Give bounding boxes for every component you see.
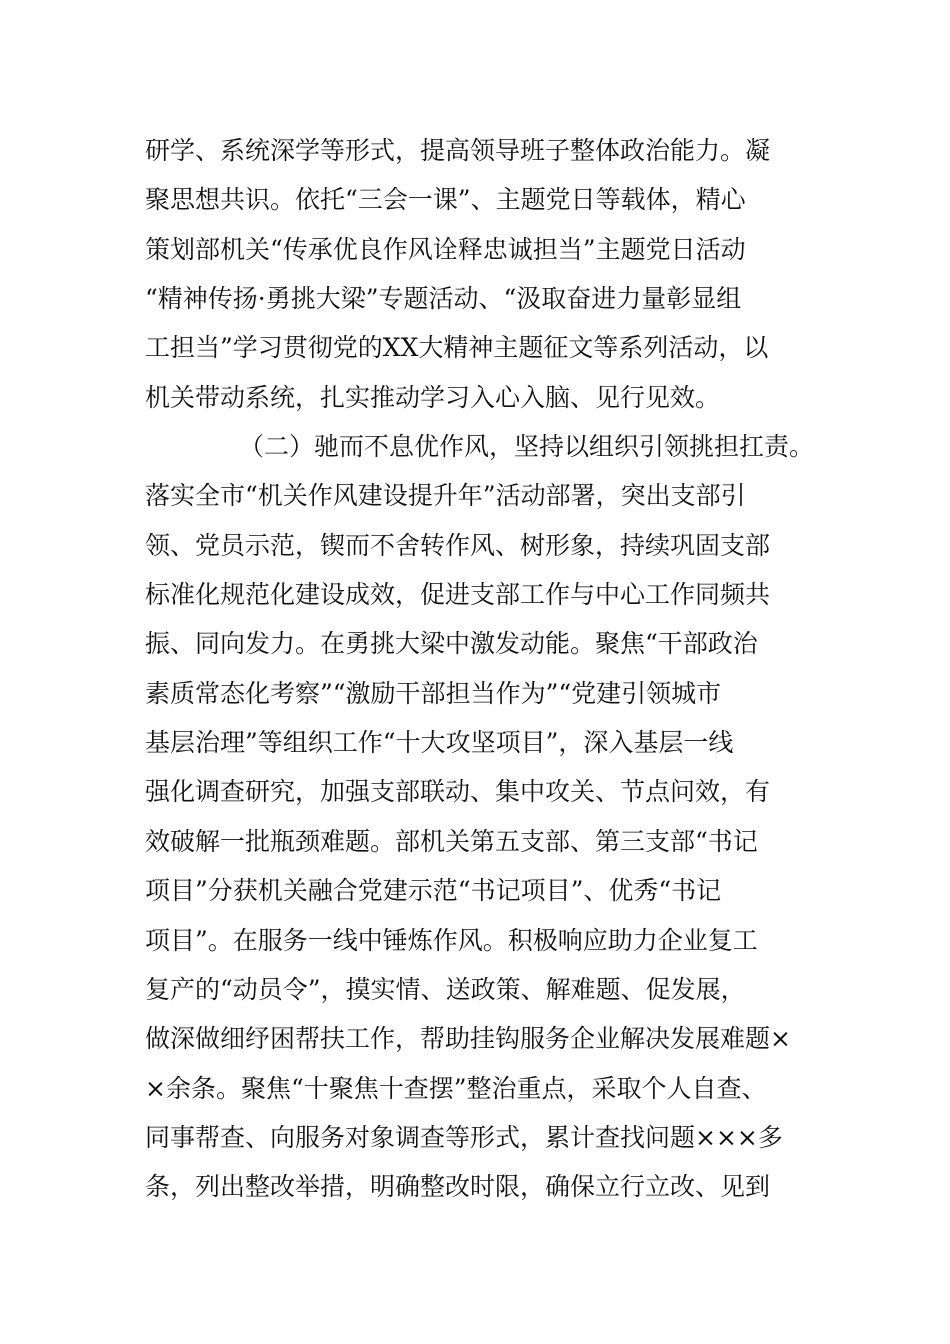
text-line: 做深做细纾困帮扶工作，帮助挂钩服务企业解决发展难题× [145,1024,791,1054]
text-line: 机关带动系统，扎实推动学习入心入脑、见行见效。 [145,382,721,412]
text-line: 项目”。在服务一线中锤炼作风。积极响应助力企业复工 [145,925,758,955]
text-line: 素质常态化考察”“激励干部担当作为”“党建引领城市 [145,678,722,708]
text-line: 策划部机关“传承优良作风诠释忠诚担当”主题党日活动 [145,234,746,264]
text-line: “精神传扬·勇挑大梁”专题活动、“汲取奋进力量彰显组 [145,284,742,314]
text-line: 研学、系统深学等形式，提高领导班子整体政治能力。凝 [145,136,771,165]
text-line: 效破解一批瓶颈难题。部机关第五支部、第三支部“书记 [145,826,758,856]
text-line: ×余条。聚焦“十聚焦十查摆”整治重点，采取个人自查、 [145,1073,767,1103]
text-line: 工担当”学习贯彻党的XX大精神主题征文等系列活动，以 [145,333,769,363]
section-heading: （二）驰而不息优作风，坚持以组织引领挑担扛责。 [239,432,815,462]
text-line: 聚思想共识。依托“三会一课”、主题党日等载体，精心 [145,185,746,215]
text-line: 项目”分获机关融合党建示范“书记项目”、优秀“书记 [145,876,722,906]
text-line: 强化调查研究，加强支部联动、集中攻关、节点问效，有 [145,777,771,807]
text-line: 同事帮查、向服务对象调查等形式，累计查找问题×××多 [145,1122,783,1152]
text-line: 领、党员示范，锲而不舍转作风、树形象，持续巩固支部 [145,530,771,560]
text-line: 复产的“动员令”，摸实情、送政策、解难题、促发展， [145,974,746,1004]
text-line: 条，列出整改举措，明确整改时限，确保立行立改、见到 [145,1172,771,1202]
text-line: 振、同向发力。在勇挑大梁中激发动能。聚焦“干部政治 [145,629,758,659]
text-line: 基层治理”等组织工作“十大攻坚项目”，深入基层一线 [145,728,734,758]
body-text [145,126,845,1212]
text-line: 标准化规范化建设成效，促进支部工作与中心工作同频共 [145,580,771,610]
text-line: 落实全市“机关作风建设提升年”活动部署，突出支部引 [145,481,746,511]
